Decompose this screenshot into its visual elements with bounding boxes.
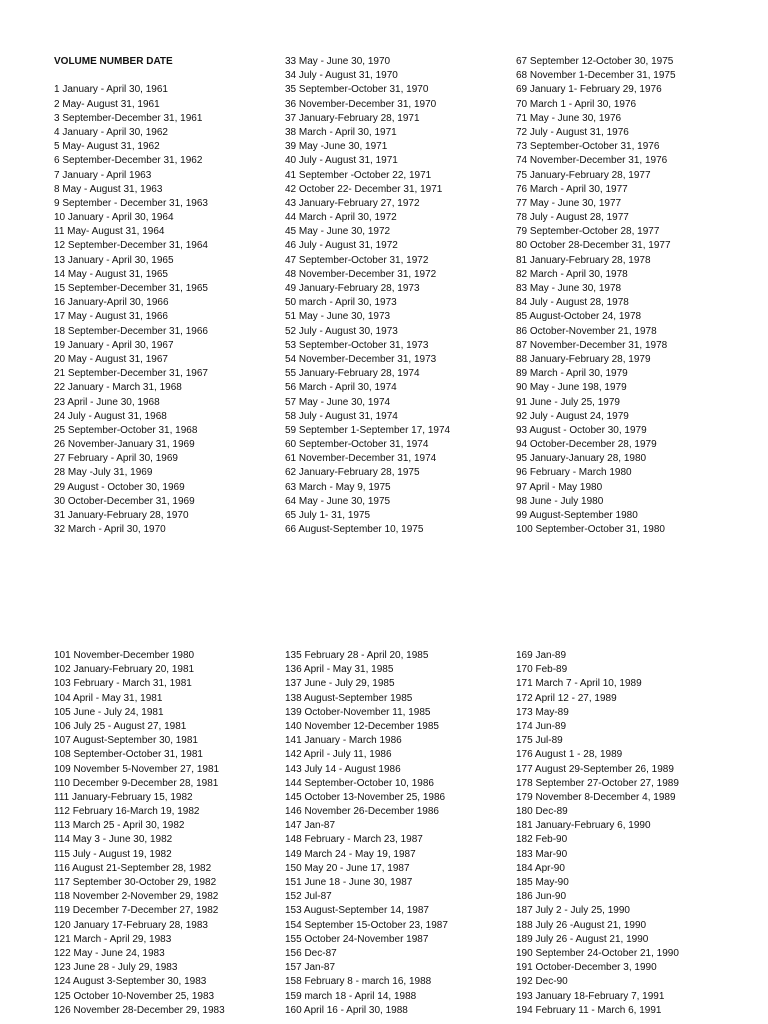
- volume-entry: 2 May- August 31, 1961: [54, 98, 160, 110]
- volume-entry: 61 November-December 31, 1974: [285, 453, 437, 465]
- volume-entry: 32 March - April 30, 1970: [54, 524, 166, 536]
- volume-entry: 16 January-April 30, 1966: [54, 297, 169, 309]
- volume-entry: 143 July 14 - August 1986: [285, 763, 401, 775]
- volume-entry: 4 January - April 30, 1962: [54, 126, 168, 138]
- volume-column-5: [285, 649, 448, 1018]
- volume-entry: 153 August-September 14, 1987: [285, 905, 429, 917]
- volume-column-2: [285, 55, 450, 537]
- volume-entry: 36 November-December 31, 1970: [285, 98, 437, 110]
- volume-entry: 46 July - August 31, 1972: [285, 240, 398, 252]
- volume-entry: 176 August 1 - 28, 1989: [516, 749, 623, 761]
- volume-entry: 101 November-December 1980: [54, 650, 195, 661]
- volume-entry: 62 January-February 28, 1975: [285, 467, 420, 479]
- volume-entry: 121 March - April 29, 1983: [54, 933, 172, 945]
- volume-entry: 75 January-February 28, 1977: [516, 169, 651, 181]
- volume-entry: 48 November-December 31, 1972: [285, 268, 437, 280]
- volume-entry: 80 October 28-December 31, 1977: [516, 240, 671, 252]
- volume-entry: 106 July 25 - August 27, 1981: [54, 720, 187, 732]
- volume-entry: 41 September -October 22, 1971: [285, 169, 432, 181]
- volume-entry: 124 August 3-September 30, 1983: [54, 976, 207, 988]
- volume-entry: 117 September 30-October 29, 1982: [54, 877, 217, 888]
- volume-entry: 52 July - August 30, 1973: [285, 325, 398, 337]
- volume-entry: 174 Jun-89: [516, 720, 567, 732]
- volume-entry: 109 November 5-November 27, 1981: [54, 763, 220, 775]
- volume-entry: 123 June 28 - July 29, 1983: [54, 962, 178, 974]
- volume-column-1: [54, 55, 208, 537]
- volume-entry: 190 September 24-October 21, 1990: [516, 947, 679, 959]
- volume-entry: 1 January - April 30, 1961: [54, 84, 168, 96]
- volume-entry: 100 September-October 31, 1980: [516, 524, 665, 536]
- volume-column-4: [54, 649, 225, 1018]
- volume-entry: 90 May - June 198, 1979: [516, 382, 627, 394]
- volume-entry: 58 July - August 31, 1974: [285, 410, 398, 422]
- volume-entry: 188 July 26 -August 21, 1990: [516, 919, 647, 931]
- volume-entry: 51 May - June 30, 1973: [285, 311, 391, 323]
- volume-entry: 158 February 8 - march 16, 1988: [285, 976, 432, 988]
- volume-entry: 114 May 3 - June 30, 1982: [54, 834, 173, 846]
- volume-entry: 104 April - May 31, 1981: [54, 692, 163, 704]
- volume-entry: 35 September-October 31, 1970: [285, 84, 429, 96]
- volume-entry: 180 Dec-89: [516, 806, 568, 818]
- volume-entry: 193 January 18-February 7, 1991: [516, 990, 665, 1002]
- volume-entry: 68 November 1-December 31, 1975: [516, 70, 676, 82]
- volume-entry: 146 November 26-December 1986: [285, 806, 439, 818]
- volume-entry: 173 May-89: [516, 706, 569, 718]
- volume-entry: 116 August 21-September 28, 1982: [54, 862, 212, 874]
- volume-entry: 194 February 11 - March 6, 1991: [516, 1004, 662, 1016]
- volume-entry: 59 September 1-September 17, 1974: [285, 424, 451, 436]
- volume-entry: 37 January-February 28, 1971: [285, 112, 420, 124]
- volume-entry: 45 May - June 30, 1972: [285, 226, 391, 238]
- volume-entry: 95 January-January 28, 1980: [516, 453, 647, 465]
- volume-entry: 144 September-October 10, 1986: [285, 777, 434, 789]
- volume-entry: 191 October-December 3, 1990: [516, 962, 657, 974]
- volume-entry: 135 February 28 - April 20, 1985: [285, 650, 429, 661]
- volume-entry: 28 May -July 31, 1969: [54, 467, 153, 479]
- volume-entry: 184 Apr-90: [516, 862, 565, 874]
- volume-entry: 137 June - July 29, 1985: [285, 678, 395, 690]
- volume-entry: 189 July 26 - August 21, 1990: [516, 933, 649, 945]
- volume-entry: 126 November 28-December 29, 1983: [54, 1004, 225, 1016]
- volume-entry: 70 March 1 - April 30, 1976: [516, 98, 637, 110]
- volume-entry: 44 March - April 30, 1972: [285, 212, 397, 224]
- volume-entry: 67 September 12-October 30, 1975: [516, 56, 674, 67]
- volume-entry: 9 September - December 31, 1963: [54, 197, 208, 209]
- volume-entry: 151 June 18 - June 30, 1987: [285, 877, 413, 888]
- volume-entry: 154 September 15-October 23, 1987: [285, 919, 448, 931]
- volume-entry: 43 January-February 27, 1972: [285, 197, 420, 209]
- volume-entry: 49 January-February 28, 1973: [285, 283, 420, 294]
- volume-entry: 18 September-December 31, 1966: [54, 325, 208, 337]
- volume-entry: 26 November-January 31, 1969: [54, 439, 195, 451]
- volume-entry: 113 March 25 - April 30, 1982: [54, 820, 185, 832]
- volume-entry: 192 Dec-90: [516, 976, 568, 988]
- volume-entry: 76 March - April 30, 1977: [516, 183, 628, 195]
- volume-entry: 30 October-December 31, 1969: [54, 495, 195, 507]
- volume-entry: 57 May - June 30, 1974: [285, 396, 391, 408]
- volume-entry: 21 September-December 31, 1967: [54, 368, 208, 380]
- volume-entry: 8 May - August 31, 1963: [54, 183, 163, 195]
- volume-entry: 157 Jan-87: [285, 962, 336, 974]
- volume-entry: 34 July - August 31, 1970: [285, 70, 398, 82]
- volume-entry: 79 September-October 28, 1977: [516, 226, 660, 238]
- volume-entry: 86 October-November 21, 1978: [516, 325, 657, 337]
- volume-entry: 125 October 10-November 25, 1983: [54, 990, 215, 1002]
- volume-entry: 182 Feb-90: [516, 834, 568, 846]
- volume-entry: 120 January 17-February 28, 1983: [54, 919, 208, 931]
- volume-entry: 3 September-December 31, 1961: [54, 112, 203, 124]
- volume-entry: 78 July - August 28, 1977: [516, 212, 629, 224]
- volume-entry: 65 July 1- 31, 1975: [285, 510, 371, 521]
- volume-entry: 148 February - March 23, 1987: [285, 834, 423, 846]
- volume-entry: 171 March 7 - April 10, 1989: [516, 678, 642, 690]
- volume-entry: 122 May - June 24, 1983: [54, 947, 165, 959]
- volume-entry: 13 January - April 30, 1965: [54, 254, 174, 266]
- volume-entry: 33 May - June 30, 1970: [285, 56, 391, 67]
- volume-entry: 149 March 24 - May 19, 1987: [285, 848, 416, 860]
- volume-entry: 11 May- August 31, 1964: [54, 226, 165, 238]
- volume-entry: 98 June - July 1980: [516, 495, 604, 507]
- volume-entry: 55 January-February 28, 1974: [285, 368, 420, 380]
- column-header: VOLUME NUMBER DATE: [54, 56, 173, 67]
- volume-entry: 110 December 9-December 28, 1981: [54, 777, 219, 789]
- volume-entry: 102 January-February 20, 1981: [54, 664, 195, 676]
- volume-entry: 88 January-February 28, 1979: [516, 353, 651, 365]
- volume-entry: 105 June - July 24, 1981: [54, 706, 164, 718]
- volume-entry: 72 July - August 31, 1976: [516, 126, 629, 138]
- volume-entry: 152 Jul-87: [285, 891, 332, 903]
- volume-entry: 77 May - June 30, 1977: [516, 197, 622, 209]
- volume-entry: 71 May - June 30, 1976: [516, 112, 622, 124]
- volume-entry: 20 May - August 31, 1967: [54, 353, 168, 365]
- volume-entry: 138 August-September 1985: [285, 692, 413, 704]
- volume-entry: 74 November-December 31, 1976: [516, 155, 668, 167]
- volume-entry: 73 September-October 31, 1976: [516, 141, 660, 153]
- volume-entry: 156 Dec-87: [285, 947, 337, 959]
- volume-entry: 141 January - March 1986: [285, 735, 402, 747]
- volume-entry: 29 August - October 30, 1969: [54, 481, 185, 493]
- volume-entry: 31 January-February 28, 1970: [54, 510, 189, 521]
- volume-entry: 91 June - July 25, 1979: [516, 396, 620, 408]
- volume-entry: 56 March - April 30, 1974: [285, 382, 397, 394]
- volume-entry: 179 November 8-December 4, 1989: [516, 791, 676, 803]
- volume-entry: 183 Mar-90: [516, 848, 568, 860]
- volume-entry: 150 May 20 - June 17, 1987: [285, 862, 410, 874]
- volume-entry: 23 April - June 30, 1968: [54, 396, 160, 408]
- volume-entry: 108 September-October 31, 1981: [54, 749, 203, 761]
- volume-column-6: [516, 649, 679, 1018]
- volume-entry: 5 May- August 31, 1962: [54, 141, 160, 153]
- volume-entry: 187 July 2 - July 25, 1990: [516, 905, 630, 917]
- volume-entry: 103 February - March 31, 1981: [54, 678, 192, 690]
- volume-entry: 169 Jan-89: [516, 650, 567, 661]
- volume-entry: 53 September-October 31, 1973: [285, 339, 429, 351]
- volume-entry: 185 May-90: [516, 877, 569, 888]
- volume-entry: 50 march - April 30, 1973: [285, 297, 397, 309]
- volume-entry: 63 March - May 9, 1975: [285, 481, 391, 493]
- volume-entry: 140 November 12-December 1985: [285, 720, 439, 732]
- volume-entry: 69 January 1- February 29, 1976: [516, 84, 662, 96]
- volume-entry: 14 May - August 31, 1965: [54, 268, 168, 280]
- volume-entry: 83 May - June 30, 1978: [516, 283, 622, 294]
- volume-entry: 145 October 13-November 25, 1986: [285, 791, 446, 803]
- volume-entry: 142 April - July 11, 1986: [285, 749, 392, 761]
- volume-entry: 25 September-October 31, 1968: [54, 424, 198, 436]
- volume-entry: 10 January - April 30, 1964: [54, 212, 174, 224]
- volume-entry: 19 January - April 30, 1967: [54, 339, 174, 351]
- volume-entry: 22 January - March 31, 1968: [54, 382, 182, 394]
- header-spacer: [54, 69, 208, 83]
- volume-entry: 27 February - April 30, 1969: [54, 453, 178, 465]
- volume-entry: 99 August-September 1980: [516, 510, 638, 521]
- volume-entry: 54 November-December 31, 1973: [285, 353, 437, 365]
- volume-entry: 85 August-October 24, 1978: [516, 311, 642, 323]
- volume-entry: 118 November 2-November 29, 1982: [54, 891, 219, 903]
- volume-entry: 40 July - August 31, 1971: [285, 155, 398, 167]
- volume-entry: 119 December 7-December 27, 1982: [54, 905, 219, 917]
- volume-entry: 92 July - August 24, 1979: [516, 410, 629, 422]
- volume-entry: 60 September-October 31, 1974: [285, 439, 429, 451]
- volume-entry: 17 May - August 31, 1966: [54, 311, 168, 323]
- volume-entry: 136 April - May 31, 1985: [285, 664, 394, 676]
- volume-entry: 89 March - April 30, 1979: [516, 368, 628, 380]
- volume-entry: 84 July - August 28, 1978: [516, 297, 629, 309]
- volume-entry: 107 August-September 30, 1981: [54, 735, 198, 747]
- volume-entry: 97 April - May 1980: [516, 481, 603, 493]
- volume-entry: 93 August - October 30, 1979: [516, 424, 647, 436]
- volume-entry: 64 May - June 30, 1975: [285, 495, 391, 507]
- volume-entry: 186 Jun-90: [516, 891, 567, 903]
- volume-entry: 24 July - August 31, 1968: [54, 410, 167, 422]
- volume-entry: 82 March - April 30, 1978: [516, 268, 628, 280]
- volume-entry: 159 march 18 - April 14, 1988: [285, 990, 417, 1002]
- volume-entry: 115 July - August 19, 1982: [54, 848, 172, 860]
- volume-entry: 112 February 16-March 19, 1982: [54, 806, 200, 818]
- volume-entry: 15 September-December 31, 1965: [54, 283, 208, 294]
- volume-entry: 12 September-December 31, 1964: [54, 240, 208, 252]
- volume-entry: 155 October 24-November 1987: [285, 933, 429, 945]
- volume-entry: 94 October-December 28, 1979: [516, 439, 657, 451]
- volume-entry: 96 February - March 1980: [516, 467, 632, 479]
- volume-entry: 147 Jan-87: [285, 820, 336, 832]
- volume-entry: 87 November-December 31, 1978: [516, 339, 668, 351]
- volume-entry: 160 April 16 - April 30, 1988: [285, 1004, 408, 1016]
- volume-entry: 178 September 27-October 27, 1989: [516, 777, 679, 789]
- volume-entry: 139 October-November 11, 1985: [285, 706, 431, 718]
- volume-entry: 177 August 29-September 26, 1989: [516, 763, 674, 775]
- volume-entry: 170 Feb-89: [516, 664, 568, 676]
- volume-entry: 7 January - April 1963: [54, 169, 152, 181]
- volume-entry: 172 April 12 - 27, 1989: [516, 692, 617, 704]
- volume-entry: 42 October 22- December 31, 1971: [285, 183, 443, 195]
- volume-entry: 47 September-October 31, 1972: [285, 254, 429, 266]
- volume-entry: 175 Jul-89: [516, 735, 563, 747]
- volume-entry: 6 September-December 31, 1962: [54, 155, 203, 167]
- volume-entry: 111 January-February 15, 1982: [54, 791, 193, 803]
- volume-entry: 181 January-February 6, 1990: [516, 820, 651, 832]
- volume-entry: 39 May -June 30, 1971: [285, 141, 388, 153]
- volume-entry: 66 August-September 10, 1975: [285, 524, 424, 536]
- volume-entry: 81 January-February 28, 1978: [516, 254, 651, 266]
- volume-entry: 38 March - April 30, 1971: [285, 126, 397, 138]
- volume-column-3: [516, 55, 676, 537]
